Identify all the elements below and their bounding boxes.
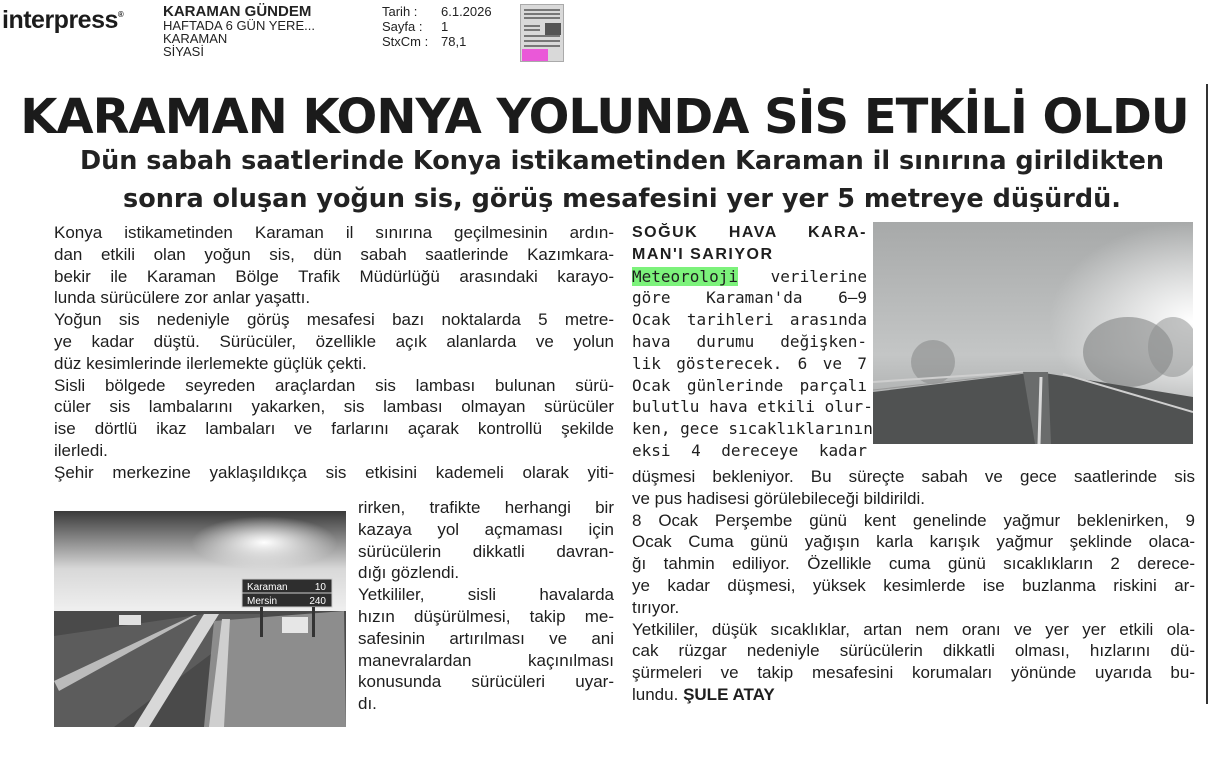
date-value: 6.1.2026 xyxy=(441,4,492,19)
article-column-2b xyxy=(632,466,1195,706)
paragraph: 8 Ocak Perşembe günü kent genelinde yağmur beklenirken, 9 Ocak Cuma günü yağışın karla karışık yağmur şeklinde olaca- ğı tahmin ediliyor. Özellikle cuma günü sıcaklıkların 2 derece- ye kadar düşmesi, yüksek kesimlerde ise buzlanma riskini ar- tırıyor. xyxy=(632,510,1195,617)
subheadline xyxy=(0,142,1209,218)
date-label: Tarih : xyxy=(382,4,418,19)
subheadline-line: sonra oluşan yoğun sis, görüş mesafesini yer yer 5 metreye düşürdü. xyxy=(123,184,1121,214)
paragraph: Yetkililer, düşük sıcaklıklar, artan nem oranı ve yer yer etkili ola- cak rüzgar nedeniyle sürücülerin dikkatli olması, hızlarını dü- şürmeleri ve takip mesafesini korumaları yönünde uyarıda bu- lundu. ŞULE ATAY xyxy=(632,619,1195,704)
sign-distance-2: 240 xyxy=(309,596,326,607)
paragraph: rirken, trafikte herhangi bir kazaya yol açmaması için sürücülerin dikkatli davran- dığı gözlendi. xyxy=(358,498,614,583)
publication-city: KARAMAN xyxy=(163,31,228,46)
author-name: ŞULE ATAY xyxy=(683,684,775,704)
page-thumbnail[interactable] xyxy=(520,4,564,62)
road-sign-photo xyxy=(54,511,346,727)
publication-info xyxy=(163,4,315,58)
paragraph: Yoğun sis nedeniyle görüş mesafesi bazı noktalarda 5 metre- ye kadar düştü. Sürücüler, özellikle açık alanlarda ve yolun düz kesimlerinde ilerlemekte güçlük çekti. xyxy=(54,310,614,373)
article-column-2 xyxy=(632,222,873,462)
interpress-logo: interpress® xyxy=(2,6,124,34)
page-value: 1 xyxy=(441,19,449,34)
paragraph: Sisli bölgede seyreden araçlardan sis lambası bulunan sürü- cüler sis lambalarını yakarken, sis lambası olmayan sürücüler ise dörtlü ikaz lambaları ve farlarını açarak kontrollü şekilde ilerledi. xyxy=(54,375,614,460)
section-title: SOĞUK HAVA KARA- MAN'I SARIYOR xyxy=(632,224,867,263)
stxcm-label: StxCm : xyxy=(382,34,429,49)
publication-category: SİYASİ xyxy=(163,44,204,59)
weather-paragraph: Meteoroloji verilerine göre Karaman'da 6–9 Ocak tarihleri arasında hava durumu değişken- lik gösterecek. 6 ve 7 Ocak günlerinde parçalı bulutlu hava etkili olur- ken, gece sıcaklıklarının eksi 4 dereceye kadar xyxy=(632,266,873,460)
article-column-1 xyxy=(54,222,614,484)
sign-city-1: Karaman xyxy=(247,582,288,593)
sign-distance-1: 10 xyxy=(314,582,326,593)
subheadline-line: Dün sabah saatlerinde Konya istikametinden Karaman il sınırına girildikten xyxy=(79,146,1165,176)
fog-road-photo xyxy=(873,222,1193,444)
article-column-1b xyxy=(358,497,614,715)
paragraph: Yetkililer, sisli havalarda hızın düşürülmesi, takip me- safesinin artırılması ve ani manevralardan kaçınılması konusunda sürücüleri uyar- dı. xyxy=(358,585,614,714)
highlight-marker xyxy=(522,49,548,61)
page-label: Sayfa : xyxy=(382,19,423,34)
paragraph: Şehir merkezine yaklaşıldıkça sis etkisini kademeli olarak yiti- xyxy=(54,462,614,482)
clipping-meta xyxy=(382,4,492,49)
publication-frequency: HAFTADA 6 GÜN YERE... xyxy=(163,18,315,33)
stxcm-value: 78,1 xyxy=(441,34,467,49)
paragraph: Konya istikametinden Karaman il sınırına geçilmesinin ardın- dan etkili olan yoğun sis, dün sabah saatlerinde Kazımkara- bekir ile Karaman Bölge Trafik Müdürlüğü arasındaki karayo- lunda sürücülere zor anlar yaşattı. xyxy=(54,223,614,308)
sign-city-2: Mersin xyxy=(247,596,278,607)
highlighted-keyword: Meteoroloji xyxy=(632,266,738,286)
paragraph: düşmesi bekleniyor. Bu süreçte sabah ve gece saatlerinde sis ve pus hadisesi görülebileceği bildirildi. xyxy=(632,467,1195,508)
publication-name: KARAMAN GÜNDEM xyxy=(163,3,312,20)
headline: KARAMAN KONYA YOLUNDA SİS ETKİLİ OLDU xyxy=(20,89,1189,145)
